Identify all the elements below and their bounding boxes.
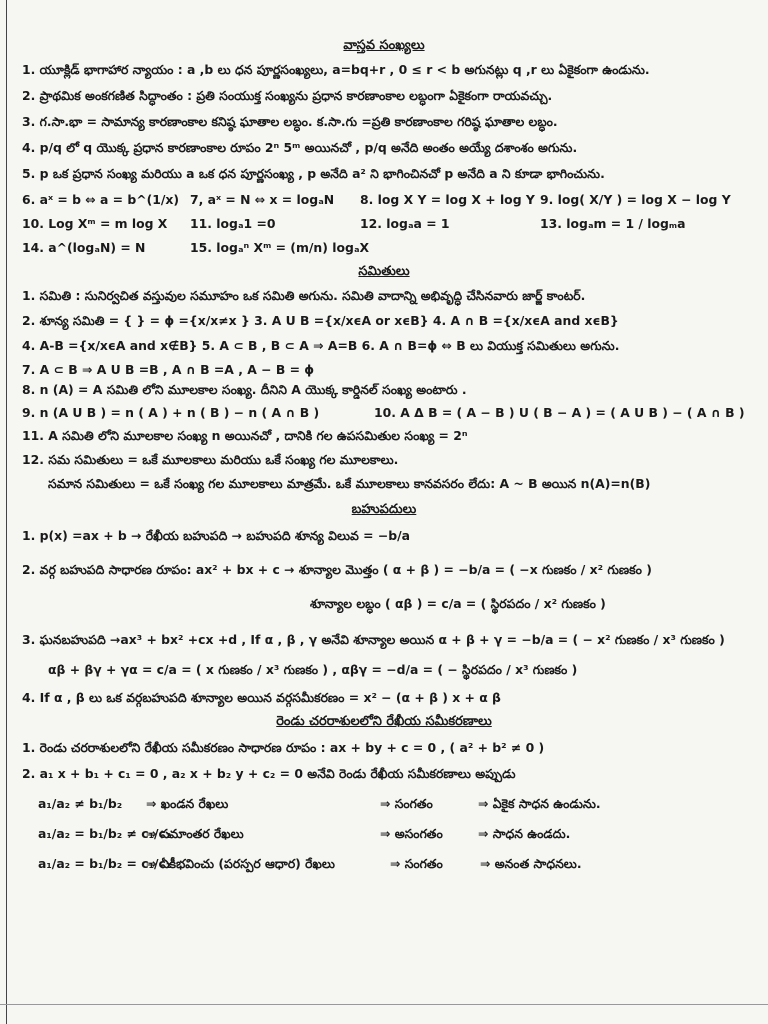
heading-sets: సమితులు [358, 264, 410, 279]
sets-line-1: 1. సమితి : సునిర్వచిత వస్తువుల సమూహం ఒక సమితి అగును. సమితి వాదాన్ని అభివృద్ధి చేసినవారు జార్జ్ కాంటర్. [22, 288, 586, 303]
sets-line-4: 7. A ⊂ B ⇒ A U B =B , A ∩ B =A , A − B = ϕ [22, 362, 315, 377]
sets-line-8: 11. A సమితి లోని మూలకాల సంఖ్య n అయినచో , దానికి గల ఉపసమితుల సంఖ్య = 2ⁿ [22, 428, 468, 443]
real-line-1: 1. యూక్లిడ్ భాగాహార న్యాయం : a ,b లు ధన పూర్ణసంఖ్యలు, a=bq+r , 0 ≤ r < b అగునట్లు q ,r లు ఏకైకంగా ఉండును. [22, 62, 650, 77]
real-line-2: 2. ప్రాథమిక అంకగణిత సిద్ధాంతం : ప్రతి సంయుక్త సంఖ్యను ప్రధాన కారణాంకాల లబ్ధంగా ఏకైకంగా రాయవచ్చు. [22, 88, 553, 103]
case-2-condition: a₁/a₂ = b₁/b₂ ≠ c₁/c₂ [38, 826, 172, 841]
sets-line-3: 4. A-B ={x/xϵA and x∉B} 5. A ⊂ B , B ⊂ A ⇒ A=B 6. A ∩ B=ϕ ⇔ B లు వియుక్త సమితులు అగును. [22, 338, 620, 353]
log-rule-7: 7, aˣ = N ⇔ x = logₐN [190, 192, 335, 207]
poly-line-5: αβ + βγ + γα = c/a = ( x గుణకం / x³ గుణకం ) , αβγ = −d/a = ( − స్థిరపదం / x³ గుణకం ) [48, 662, 578, 677]
case-1-condition: a₁/a₂ ≠ b₁/b₂ [38, 796, 123, 811]
heading-polynomials: బహుపదులు [351, 502, 417, 517]
linear-line-1: 1. రెండు చరరాశులలోని రేఖీయ సమీకరణం సాధారణ రూపం : ax + by + c = 0 , ( a² + b² ≠ 0 ) [22, 740, 545, 755]
real-line-5: 5. p ఒక ప్రధాన సంఖ్య మరియు a ఒక ధన పూర్ణసంఖ్య , p అనేది a² ని భాగించినచో p అనేది a ని కూడా భాగించును. [22, 166, 605, 181]
case-3-solution: ⇒ అనంత సాధనలు. [480, 856, 582, 871]
case-1-lines: ⇒ ఖండన రేఖలు [146, 796, 229, 811]
case-2-consistency: ⇒ అసంగతం [380, 826, 443, 841]
case-3-condition: a₁/a₂ = b₁/b₂ = c₁/c₂ [38, 856, 172, 871]
log-rule-11: 11. logₐ1 =0 [190, 216, 276, 231]
case-1-consistency: ⇒ సంగతం [380, 796, 433, 811]
log-rule-13: 13. logₐm = 1 / logₘa [540, 216, 686, 231]
log-rule-10: 10. Log Xᵐ = m log X [22, 216, 168, 231]
log-rule-14: 14. a^(logₐN) = N [22, 240, 146, 255]
sets-line-7: 10. A Δ B = ( A − B ) U ( B − A ) = ( A U B ) − ( A ∩ B ) [374, 405, 745, 420]
heading-real-numbers: వాస్తవ సంఖ్యలు [343, 38, 425, 53]
log-rule-12: 12. logₐa = 1 [360, 216, 450, 231]
heading-linear-equations: రెండు చరరాశులలోని రేఖీయ సమీకరణాలు [276, 714, 492, 729]
case-2-solution: ⇒ సాధన ఉండదు. [478, 826, 571, 841]
poly-line-6: 4. If α , β లు ఒక వర్గబహుపది శూన్యాల అయిన వర్గసమీకరణం = x² − (α + β ) x + α β [22, 690, 501, 705]
log-rule-15: 15. logₐⁿ Xᵐ = (m/n) logₐX [190, 240, 370, 255]
case-1-solution: ⇒ ఏకైక సాధన ఉండును. [478, 796, 601, 811]
sets-line-9: 12. సమ సమితులు = ఒకే మూలకాలు మరియు ఒకే సంఖ్య గల మూలకాలు. [22, 452, 399, 467]
case-3-consistency: ⇒ సంగతం [390, 856, 443, 871]
log-rule-8: 8. log X Y = log X + log Y [360, 192, 535, 207]
real-line-3: 3. గ.సా.భా = సామాన్య కారణాంకాల కనిష్ఠ ఘాతాల లబ్ధం. క.సా.గు =ప్రతి కారణాంకాల గరిష్ఠ ఘాతాల లబ్ధం. [22, 114, 558, 129]
sets-line-6: 9. n (A U B ) = n ( A ) + n ( B ) − n ( A ∩ B ) [22, 405, 320, 420]
log-rule-9: 9. log( X/Y ) = log X − log Y [540, 192, 731, 207]
poly-line-1: 1. p(x) =ax + b → రేఖీయ బహుపది → బహుపది శూన్య విలువ = −b/a [22, 528, 410, 543]
bottom-rule [0, 1004, 768, 1005]
sets-line-2: 2. శూన్య సమితి = { } = ϕ ={x/x≠x } 3. A U B ={x/xϵA or xϵB} 4. A ∩ B ={x/xϵA and xϵB} [22, 313, 619, 328]
linear-line-2: 2. a₁ x + b₁ + c₁ = 0 , a₂ x + b₂ y + c₂ = 0 అనేవి రెండు రేఖీయ సమీకరణాలు అప్పుడు [22, 766, 516, 781]
log-rule-6: 6. aˣ = b ⇔ a = b^(1/x) [22, 192, 180, 207]
sets-line-5: 8. n (A) = A సమితి లోని మూలకాల సంఖ్య. దీనిని A యొక్క కార్డినల్ సంఖ్య అంటారు . [22, 382, 467, 397]
real-line-4: 4. p/q లో q యొక్క ప్రధాన కారణాంకాల రూపం 2ⁿ 5ᵐ అయినచో , p/q అనేది అంతం అయ్యే దశాంశం అగును. [22, 140, 578, 155]
poly-line-4: 3. ఘనబహుపది →ax³ + bx² +cx +d , If α , β , γ అనేవి శూన్యాల అయిన α + β + γ = −b/a = ( − x² గుణకం / x³ గుణకం ) [22, 632, 725, 647]
poly-line-3: శూన్యాల లబ్ధం ( αβ ) = c/a = ( స్థిరపదం / x² గుణకం ) [310, 596, 606, 611]
poly-line-2: 2. వర్గ బహుపది సాధారణ రూపం: ax² + bx + c → శూన్యాల మొత్తం ( α + β ) = −b/a = ( −x గుణకం / x² గుణకం ) [22, 562, 652, 577]
case-2-lines: ⇒ సమాంతర రేఖలు [146, 826, 244, 841]
case-3-lines: ⇒ ఏకీభవించు (పరస్పర ఆధార) రేఖలు [146, 856, 335, 871]
sets-line-10: సమాన సమితులు = ఒకే సంఖ్య గల మూలకాలు మాత్రమే. ఒకే మూలకాలు కానవసరం లేదు: A ~ B అయిన n(A)=n(B) [48, 476, 651, 491]
